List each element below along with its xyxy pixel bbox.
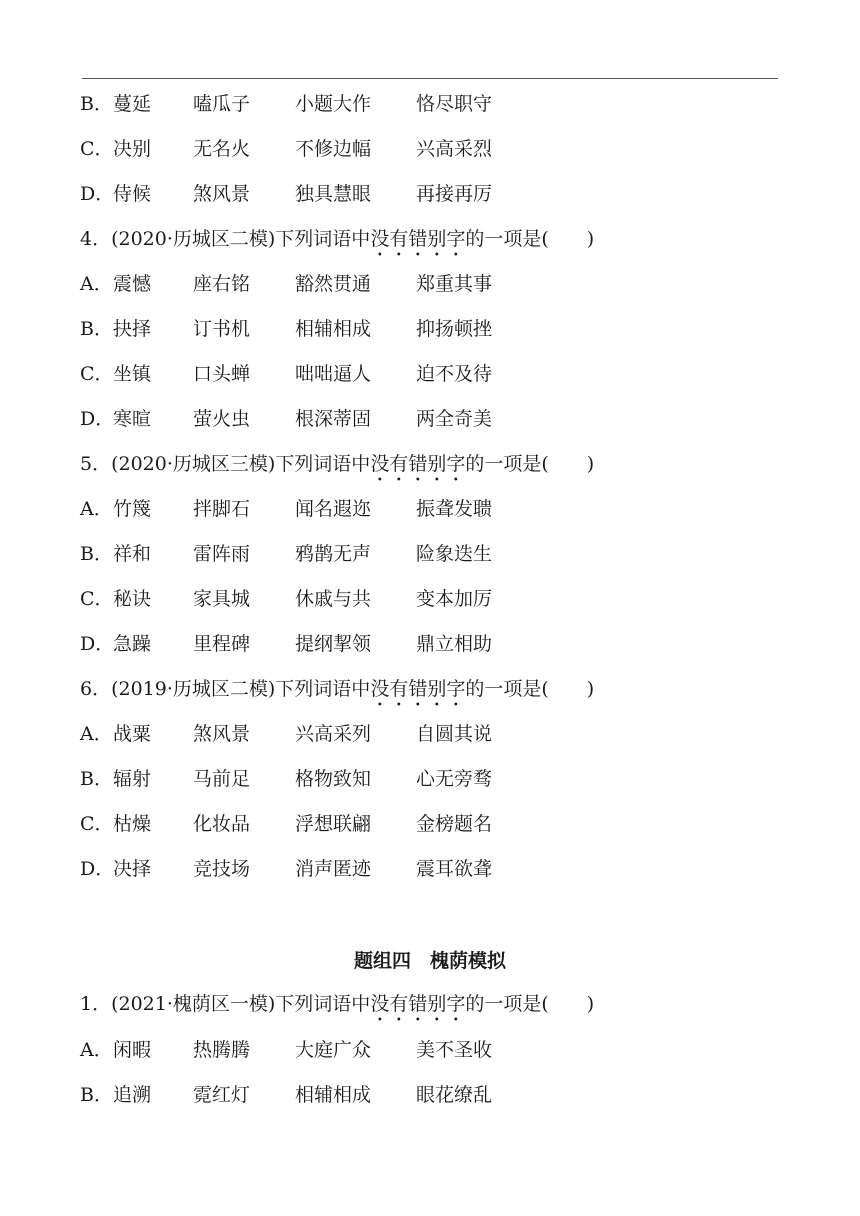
option-word-3: 提纲挈领: [295, 633, 372, 655]
option-word-2: 口头蝉: [193, 363, 251, 385]
question-1-stem: [80, 989, 594, 1019]
option-word-4: 鼎立相助: [416, 633, 493, 655]
question-5-stem: [80, 449, 594, 479]
option-word-3: 相辅相成: [295, 318, 372, 340]
option-word-2: 煞风景: [193, 723, 251, 745]
option-word-4: 自圆其说: [416, 723, 493, 745]
question-prefix: 5．(2020·历城区三模)下列词语中: [80, 453, 371, 475]
question-prefix: 1．(2021·槐荫区一模)下列词语中: [80, 993, 371, 1015]
option-word-2: 拌脚石: [193, 498, 251, 520]
option-letter: D．: [80, 183, 115, 205]
option-word-2: 嗑瓜子: [193, 93, 251, 115]
option-word-2: 马前足: [193, 768, 251, 790]
option-letter: B．: [80, 318, 113, 340]
option-word-1: 秘诀: [113, 588, 152, 610]
option-word-4: 两全奇美: [416, 408, 493, 430]
question-6-stem: [80, 674, 594, 704]
option-letter: D．: [80, 858, 115, 880]
option-word-2: 萤火虫: [193, 408, 251, 430]
top-divider: [82, 78, 778, 79]
option-word-3: 咄咄逼人: [295, 363, 372, 385]
option-letter: C．: [80, 138, 114, 160]
option-letter: C．: [80, 363, 114, 385]
option-word-3: 闻名遐迩: [295, 498, 372, 520]
option-letter: B．: [80, 1084, 113, 1106]
question-prefix: 6．(2019·历城区二模)下列词语中: [80, 678, 371, 700]
option-word-2: 座右铭: [193, 273, 251, 295]
option-word-3: 大庭广众: [295, 1039, 372, 1061]
option-word-1: 蔓延: [113, 93, 152, 115]
option-word-4: 再接再厉: [416, 183, 493, 205]
option-letter: A．: [80, 498, 113, 520]
option-word-1: 闲暇: [113, 1039, 152, 1061]
option-word-3: 休戚与共: [295, 588, 372, 610]
option-word-3: 独具慧眼: [295, 183, 372, 205]
option-word-2: 化妆品: [193, 813, 251, 835]
option-word-1: 抉择: [113, 318, 152, 340]
option-word-2: 热腾腾: [193, 1039, 251, 1061]
option-word-2: 竞技场: [193, 858, 251, 880]
option-word-3: 格物致知: [295, 768, 372, 790]
option-letter: D．: [80, 408, 115, 430]
option-letter: B．: [80, 543, 113, 565]
question-4-stem: [80, 224, 594, 254]
option-word-1: 战粟: [113, 723, 152, 745]
option-word-1: 决别: [113, 138, 152, 160]
option-word-4: 震耳欲聋: [416, 858, 493, 880]
question-suffix: 的一项是( ): [465, 228, 595, 250]
option-letter: B．: [80, 93, 113, 115]
option-word-3: 豁然贯通: [295, 273, 372, 295]
option-letter: C．: [80, 813, 114, 835]
option-word-3: 浮想联翩: [295, 813, 372, 835]
option-word-4: 迫不及待: [416, 363, 493, 385]
option-word-3: 兴高采列: [295, 723, 372, 745]
option-word-4: 心无旁骛: [416, 768, 493, 790]
option-letter: A．: [80, 723, 113, 745]
option-word-4: 抑扬顿挫: [416, 318, 493, 340]
option-word-3: 相辅相成: [295, 1084, 372, 1106]
option-letter: C．: [80, 588, 114, 610]
option-word-1: 急躁: [113, 633, 152, 655]
option-word-2: 订书机: [193, 318, 251, 340]
question-emphasis: 没有错别字: [370, 993, 466, 1015]
option-word-3: 根深蒂固: [295, 408, 372, 430]
option-word-2: 雷阵雨: [193, 543, 251, 565]
option-word-1: 辐射: [113, 768, 152, 790]
option-letter: A．: [80, 1039, 113, 1061]
option-word-1: 枯燥: [113, 813, 152, 835]
option-word-4: 眼花缭乱: [416, 1084, 493, 1106]
question-prefix: 4．(2020·历城区二模)下列词语中: [80, 228, 371, 250]
option-word-3: 消声匿迹: [295, 858, 372, 880]
option-word-4: 恪尽职守: [416, 93, 493, 115]
option-word-4: 郑重其事: [416, 273, 493, 295]
option-word-1: 追溯: [113, 1084, 152, 1106]
option-letter: A．: [80, 273, 113, 295]
question-emphasis: 没有错别字: [370, 228, 466, 250]
option-word-1: 决择: [113, 858, 152, 880]
option-letter: D．: [80, 633, 115, 655]
option-letter: B．: [80, 768, 113, 790]
option-word-4: 变本加厉: [416, 588, 493, 610]
option-word-1: 侍候: [113, 183, 152, 205]
question-emphasis: 没有错别字: [370, 453, 466, 475]
option-word-4: 美不圣收: [416, 1039, 493, 1061]
option-word-2: 煞风景: [193, 183, 251, 205]
option-word-2: 无名火: [193, 138, 251, 160]
option-word-2: 家具城: [193, 588, 251, 610]
section-title: 题组四 槐荫模拟: [353, 950, 506, 972]
option-word-3: 不修边幅: [295, 138, 372, 160]
option-word-4: 振聋发聩: [416, 498, 493, 520]
option-word-4: 险象迭生: [416, 543, 493, 565]
option-word-1: 竹篾: [113, 498, 152, 520]
question-suffix: 的一项是( ): [465, 993, 595, 1015]
option-word-1: 寒暄: [113, 408, 152, 430]
option-word-1: 祥和: [113, 543, 152, 565]
question-suffix: 的一项是( ): [465, 678, 595, 700]
option-word-1: 坐镇: [113, 363, 152, 385]
question-suffix: 的一项是( ): [465, 453, 595, 475]
question-emphasis: 没有错别字: [370, 678, 466, 700]
option-word-1: 震憾: [113, 273, 152, 295]
option-word-3: 小题大作: [295, 93, 372, 115]
option-word-4: 金榜题名: [416, 813, 493, 835]
option-word-4: 兴高采烈: [416, 138, 493, 160]
option-word-2: 里程碑: [193, 633, 251, 655]
option-word-3: 鸦鹊无声: [295, 543, 372, 565]
option-word-2: 霓红灯: [193, 1084, 251, 1106]
